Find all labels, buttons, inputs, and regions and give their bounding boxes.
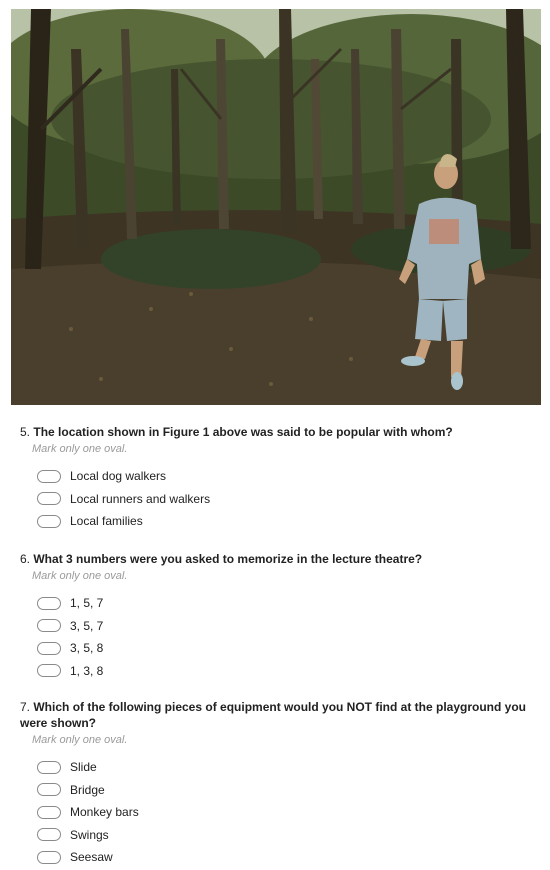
question-7 xyxy=(20,699,530,869)
option-label: Bridge xyxy=(70,782,105,797)
option-local-runners-and-walkers[interactable] xyxy=(37,488,530,511)
radio-oval[interactable] xyxy=(37,492,61,505)
option-bridge[interactable] xyxy=(37,779,530,802)
question-number: 5. xyxy=(20,425,31,439)
question-hint: Mark only one oval. xyxy=(32,443,128,455)
option-label: Monkey bars xyxy=(70,805,139,820)
options-list xyxy=(37,756,530,869)
option-slide[interactable] xyxy=(37,756,530,779)
radio-oval[interactable] xyxy=(37,515,61,528)
options-list xyxy=(37,465,530,533)
option-swings[interactable] xyxy=(37,824,530,847)
option-1-5-7[interactable] xyxy=(37,592,530,615)
question-title xyxy=(20,699,530,731)
radio-oval[interactable] xyxy=(37,664,61,677)
question-title xyxy=(20,424,530,440)
radio-oval[interactable] xyxy=(37,761,61,774)
option-1-3-8[interactable] xyxy=(37,660,530,683)
option-label: 3, 5, 7 xyxy=(70,618,104,633)
option-local-families[interactable] xyxy=(37,510,530,533)
radio-oval[interactable] xyxy=(37,619,61,632)
radio-oval[interactable] xyxy=(37,783,61,796)
option-label: 3, 5, 8 xyxy=(70,641,104,656)
option-label: Seesaw xyxy=(70,850,113,865)
option-3-5-8[interactable] xyxy=(37,637,530,660)
radio-oval[interactable] xyxy=(37,597,61,610)
option-label: Slide xyxy=(70,760,97,775)
question-hint: Mark only one oval. xyxy=(32,570,128,582)
question-5 xyxy=(20,424,530,533)
option-monkey-bars[interactable] xyxy=(37,801,530,824)
option-label: Local dog walkers xyxy=(70,469,167,484)
question-text: Which of the following pieces of equipment would you NOT find at the playground you were shown? xyxy=(20,700,527,730)
option-label: 1, 3, 8 xyxy=(70,663,104,678)
radio-oval[interactable] xyxy=(37,642,61,655)
option-label: 1, 5, 7 xyxy=(70,596,104,611)
question-text: The location shown in Figure 1 above was said to be popular with whom? xyxy=(33,425,453,439)
question-number: 6. xyxy=(20,552,31,566)
forest-scene-image xyxy=(11,9,541,405)
question-title xyxy=(20,551,530,567)
question-number: 7. xyxy=(20,700,31,714)
figure-photo xyxy=(11,9,541,405)
question-hint: Mark only one oval. xyxy=(32,734,128,746)
radio-oval[interactable] xyxy=(37,851,61,864)
option-seesaw[interactable] xyxy=(37,846,530,869)
question-text: What 3 numbers were you asked to memorize in the lecture theatre? xyxy=(33,552,423,566)
radio-oval[interactable] xyxy=(37,828,61,841)
question-6 xyxy=(20,551,530,682)
option-local-dog-walkers[interactable] xyxy=(37,465,530,488)
option-label: Swings xyxy=(70,827,109,842)
option-label: Local runners and walkers xyxy=(70,491,211,506)
option-label: Local families xyxy=(70,514,143,529)
option-3-5-7[interactable] xyxy=(37,615,530,638)
radio-oval[interactable] xyxy=(37,806,61,819)
radio-oval[interactable] xyxy=(37,470,61,483)
options-list xyxy=(37,592,530,682)
